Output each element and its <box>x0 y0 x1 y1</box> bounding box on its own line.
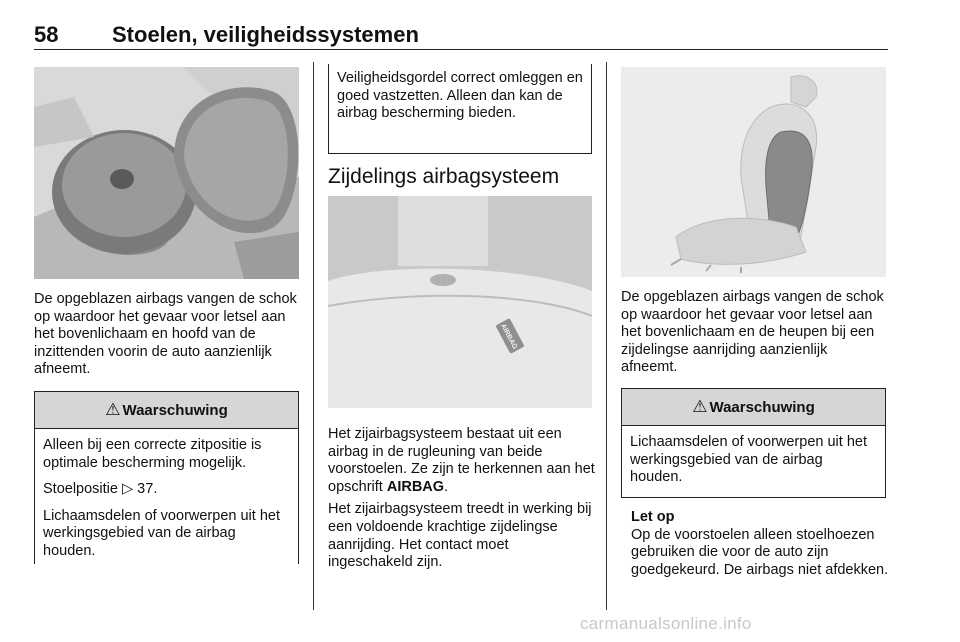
front-airbag-text: De opgeblazen airbags vangen de schok op waardoor het gevaar voor letsel aan het bovenlichaam en hoofd van de inzittenden voorin de auto aanzienlijk afneemt. <box>34 291 297 378</box>
warning-text-2: Lichaamsdelen of voorwerpen uit het werkingsgebied van de airbag houden. <box>43 507 280 559</box>
header-rule <box>34 49 888 50</box>
airbag-label-on-seat: AIRBAG <box>499 322 519 351</box>
column-divider-2 <box>606 62 607 610</box>
side-airbag-text-1-start: Het zijairbagsysteem bestaat uit een airbag in de rugleuning van beide voorstoelen. Ze zijn te herkennen aan het opschrift <box>328 426 595 495</box>
side-airbag-effect-text: De opgeblazen airbags vangen de schok op waardoor het gevaar voor letsel aan het bovenlichaam en de heupen bij een zijdelingse aanrijding aanzienlijk afneemt. <box>621 289 884 376</box>
warning-box-1 <box>34 391 299 564</box>
warning-triangle-icon: ⚠ <box>105 400 121 419</box>
seatbelt-notice-text: Veiligheidsgordel correct omleggen en goed vastzetten. Alleen dan kan de airbag bescherming bieden. <box>337 70 583 122</box>
warning-text-1: Alleen bij een correcte zitpositie is optimale bescherming mogelijk. <box>43 437 262 471</box>
seatbelt-notice-box <box>328 64 592 154</box>
side-airbag-text-2: Het zijairbagsysteem treedt in werking bij een voldoende krachtige zijdelingse aanrijding. Het contact moet ingeschakeld zijn. <box>328 501 592 571</box>
side-airbag-seat-photo <box>328 196 592 408</box>
side-airbag-effect-paragraph <box>621 289 887 382</box>
seat-side-airbag-diagram <box>621 67 886 277</box>
warning-body-2 <box>622 426 885 500</box>
warning-title-2: Waarschuwing <box>709 398 815 416</box>
note-title: Let op <box>631 509 675 525</box>
warning-title: Waarschuwing <box>122 401 228 419</box>
section-heading-side-airbag: Zijdelings airbagsysteem <box>328 165 560 188</box>
warning-text-3: Lichaamsdelen of voorwerpen uit het werkingsgebied van de airbag houden. <box>630 434 867 486</box>
page-reference-number[interactable]: 37. <box>133 481 158 498</box>
side-airbag-paragraphs <box>328 426 596 577</box>
side-airbag-text-1 <box>328 426 596 496</box>
watermark: carmanualsonline.info <box>580 614 752 633</box>
note-text: Op de voorstoelen alleen stoelhoezen gebruiken die voor de auto zijn goedgekeurd. De airbags niet afdekken. <box>631 526 889 578</box>
seat-position-reference <box>43 481 290 499</box>
airbag-inscription: AIRBAG <box>386 478 445 495</box>
warning-header-2 <box>622 389 885 426</box>
front-airbags-photo <box>34 67 299 279</box>
page-reference-icon: ▷ <box>122 481 134 498</box>
column-divider-1 <box>313 62 314 610</box>
warning-triangle-icon: ⚠ <box>692 397 708 416</box>
reference-label: Stoelpositie <box>43 481 122 498</box>
warning-box-2 <box>621 388 886 498</box>
note-block <box>631 509 889 579</box>
front-airbag-paragraph <box>34 291 300 384</box>
page-title: Stoelen, veiligheidssystemen <box>112 22 419 47</box>
warning-body <box>35 429 298 574</box>
page-number: 58 <box>34 22 59 47</box>
warning-header <box>35 392 298 429</box>
side-airbag-text-1-end: . <box>444 478 449 495</box>
